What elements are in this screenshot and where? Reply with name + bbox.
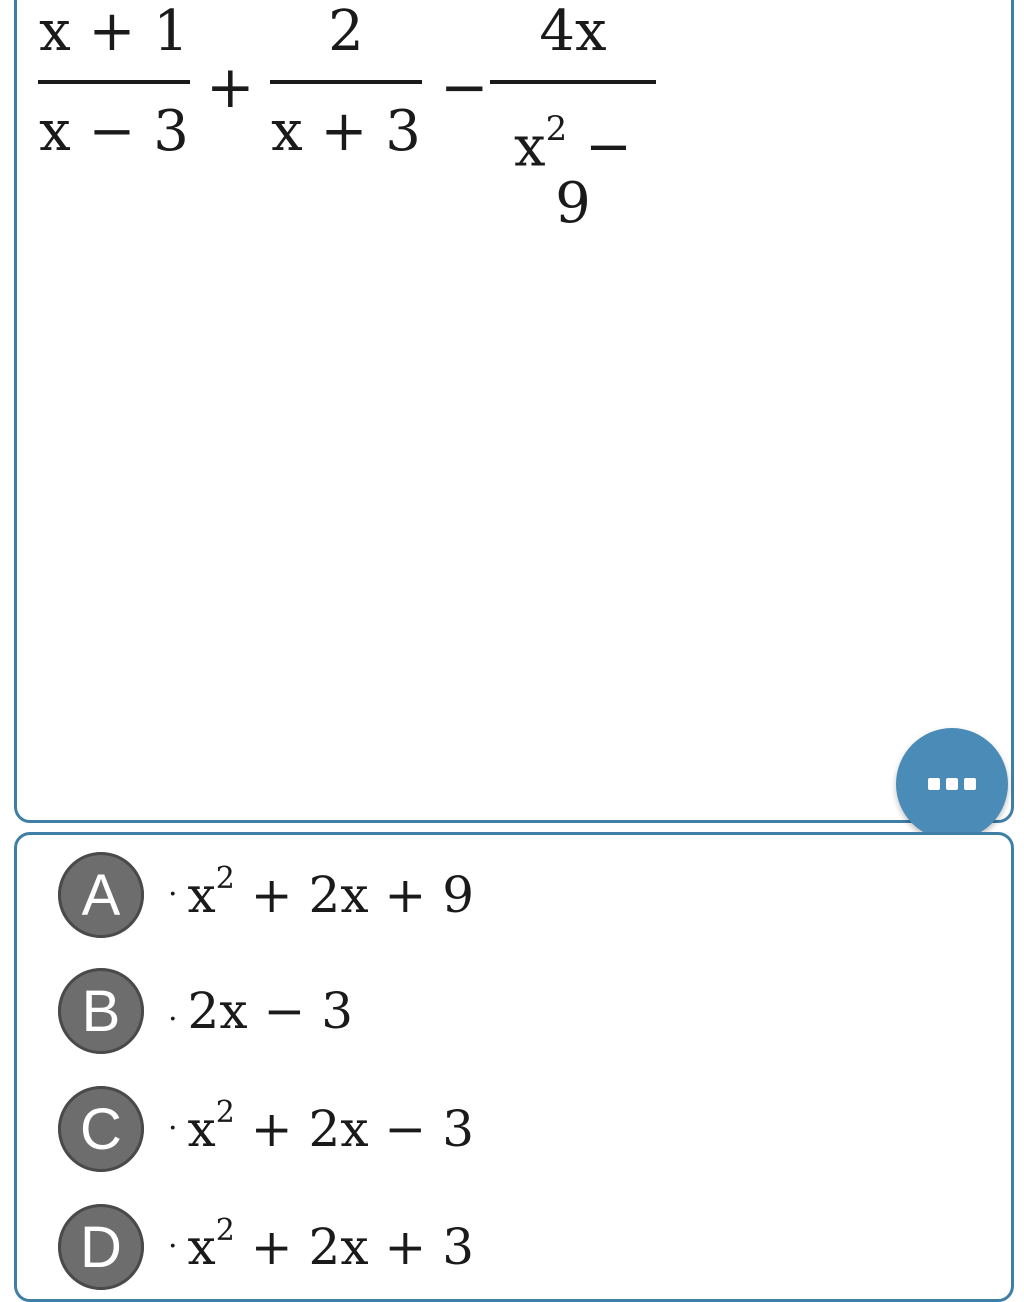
fraction-bar (490, 80, 656, 84)
exponent: 2 (545, 109, 568, 149)
answer-option-d[interactable] (58, 1204, 958, 1294)
exponent: 2 (215, 861, 235, 897)
more-options-button[interactable] (896, 728, 1008, 840)
option-text (168, 1095, 475, 1158)
more-dots-icon (946, 778, 958, 790)
option-text (168, 1213, 475, 1276)
separator: · (168, 1229, 178, 1264)
option-letter-badge: B (58, 968, 144, 1054)
more-dots-icon (964, 778, 976, 790)
denominator (490, 109, 656, 236)
answer-option-a[interactable] (58, 852, 958, 942)
rest: + 2x − 3 (234, 1100, 475, 1158)
answer-option-c[interactable] (58, 1086, 958, 1176)
numerator: x + 1 (39, 0, 189, 64)
option-text (168, 984, 353, 1039)
expression: 2x − 3 (187, 982, 354, 1040)
fraction-bar (38, 80, 190, 84)
option-letter-badge: A (58, 852, 144, 938)
denominator: x − 3 (39, 99, 189, 164)
option-letter-badge: C (58, 1086, 144, 1172)
denominator-rest: − 9 (555, 114, 632, 236)
plus-operator: + (206, 53, 255, 121)
answer-option-b[interactable] (58, 968, 958, 1058)
separator: · (168, 877, 178, 912)
separator: · (168, 1111, 178, 1146)
exponent: 2 (215, 1095, 235, 1131)
numerator: 4x (539, 0, 607, 64)
denominator: x + 3 (271, 99, 421, 164)
exponent: 2 (215, 1213, 235, 1249)
rest: + 2x + 3 (234, 1218, 475, 1276)
separator: . (168, 993, 178, 1028)
option-text (168, 861, 475, 924)
base: x (187, 866, 216, 924)
rest: + 2x + 9 (234, 866, 475, 924)
base: x (187, 1100, 216, 1158)
more-dots-icon (928, 778, 940, 790)
minus-operator: − (440, 53, 489, 121)
numerator: 2 (328, 0, 364, 64)
option-letter-badge: D (58, 1204, 144, 1290)
denominator-base: x (514, 114, 546, 180)
fraction-bar (270, 80, 422, 84)
base: x (187, 1218, 216, 1276)
